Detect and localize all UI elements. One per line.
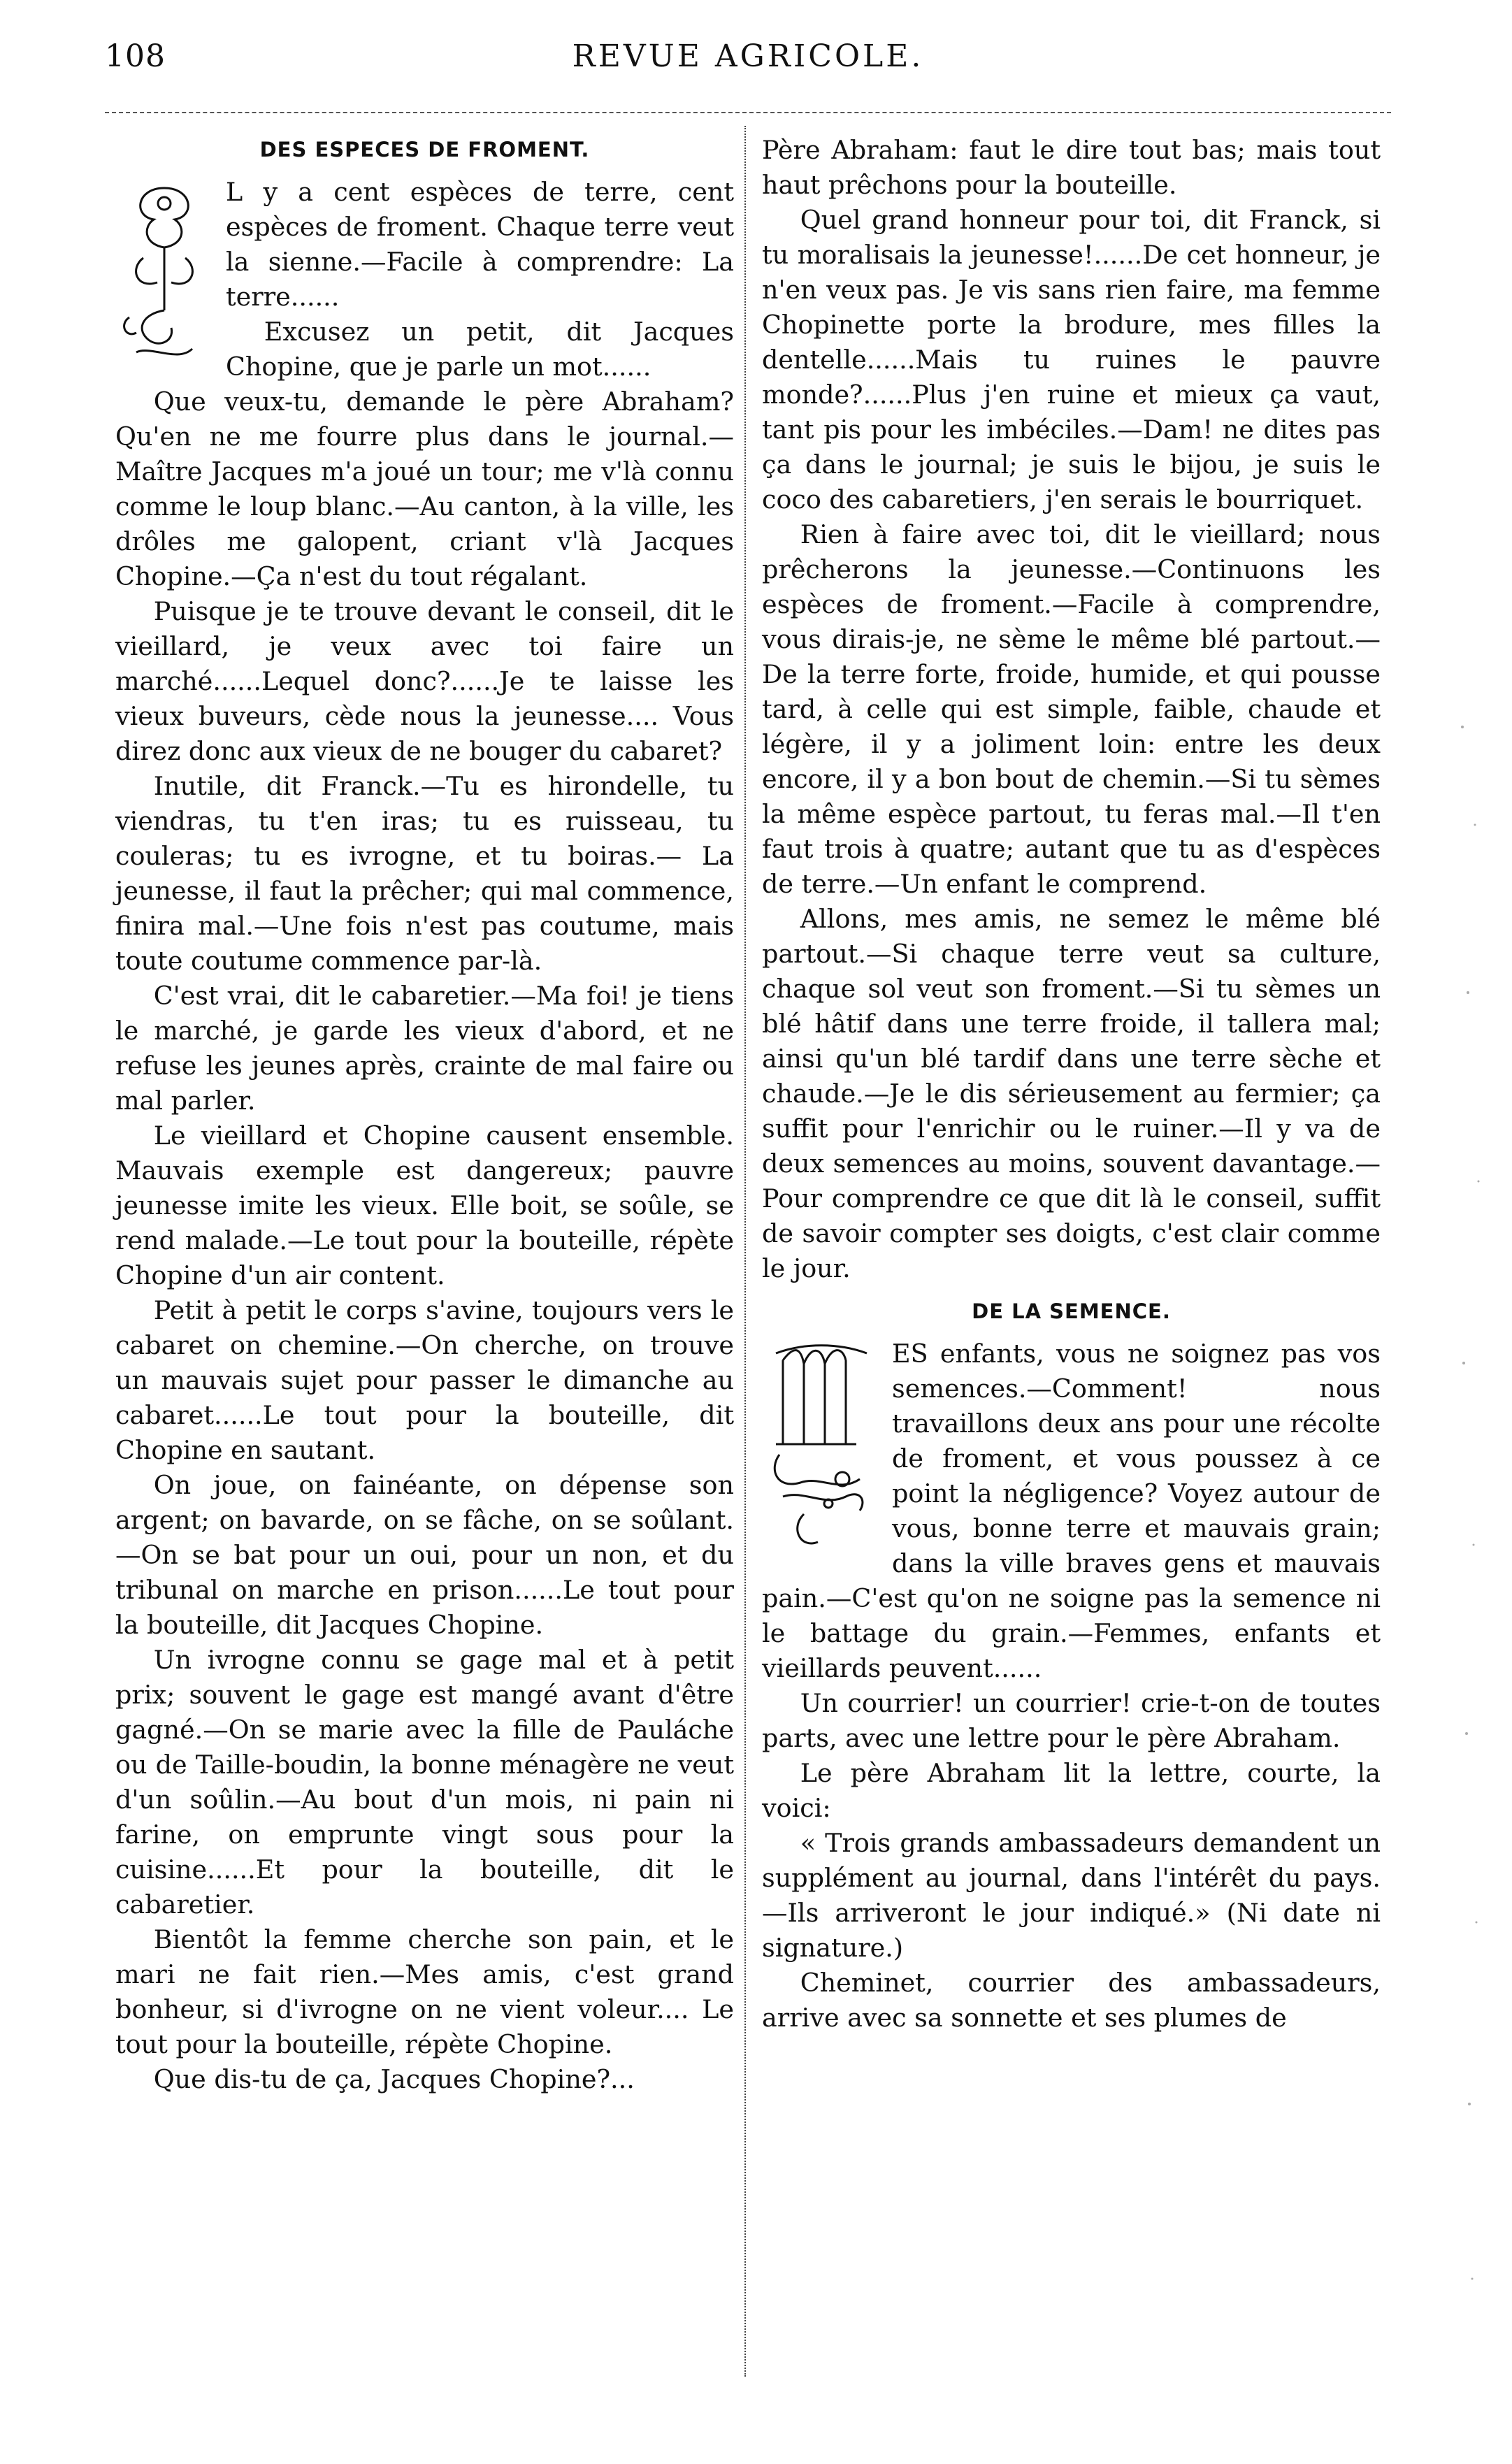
paragraph: L y a cent espèces de terre, cent espèces de froment. Chaque terre veut la sienne.—Facile à comprendre: La terre...... bbox=[226, 177, 734, 312]
ornamental-dropcap-m bbox=[762, 1339, 881, 1570]
paragraph: Rien à faire avec toi, dit le vieillard; nous prêcherons la jeunesse.—Continuons les espèces de froment.—Facile à comprendre, vous dirais-je, ne sème le même blé partout.—De la terre forte, froide, humide, et qui pousse tard, à celle qui est simple, faible, chaude et légère, il y a joliment loin: entre les deux encore, il y a bon bout de chemin.—Si tu sèmes la même espèce partout, tu feras mal.—Il t'en faut trois à quatre; autant que tu as d'espèces de terre.—Un enfant le comprend. bbox=[762, 519, 1381, 899]
paragraph: Excusez un petit, dit Jacques Chopine, que je parle un mot...... bbox=[226, 317, 734, 382]
paragraph: Inutile, dit Franck.—Tu es hirondelle, tu viendras, tu t'en iras; tu es ruisseau, tu couleras; tu es ivrogne, et tu boiras.— La jeunesse, il faut la prêcher; qui mal commence, finira mal.—Une fois n'est pas coutume, mais toute coutume commence par-là. bbox=[115, 771, 734, 976]
ornamental-i-icon bbox=[115, 178, 213, 370]
paragraph: Le père Abraham lit la lettre, courte, la voici: bbox=[762, 1758, 1381, 1823]
page-number: 108 bbox=[105, 38, 166, 74]
paragraph: C'est vrai, dit le cabaretier.—Ma foi! je tiens le marché, je garde les vieux d'abord, et ne refuse les jeunes après, crainte de mal faire ou mal parler. bbox=[115, 981, 734, 1116]
paragraph: Le vieillard et Chopine causent ensemble. Mauvais exemple est dangereux; pauvre jeunesse imite les vieux. Elle boit, se soûle, se rend malade.—Le tout pour la bouteille, répète Chopine d'un air content. bbox=[115, 1121, 734, 1290]
column-divider bbox=[744, 126, 746, 2377]
paragraph: Père Abraham: faut le dire tout bas; mais tout haut prêchons pour la bouteille. bbox=[762, 135, 1381, 200]
paragraph: Que dis-tu de ça, Jacques Chopine?... bbox=[153, 2064, 635, 2094]
paragraph: ES enfants, vous ne soignez pas vos semences.—Comment! nous travaillons deux ans pour une récolte de froment, et vous poussez à ce point la négligence? Voyez autour de vous, bonne terre et mauvais grain; dans la ville braves gens et mauvais pain.—C'est qu'on ne soigne pas la semence ni le battage du grain.—Femmes, enfants et vieillards peuvent...... bbox=[762, 1339, 1381, 1683]
ornamental-dropcap-i bbox=[115, 178, 213, 370]
left-column bbox=[115, 133, 734, 2097]
ornamental-m-icon bbox=[762, 1339, 881, 1570]
paragraph: On joue, on fainéante, on dépense son argent; on bavarde, on se fâche, on se soûlant.—On se bat pour un oui, pour un non, et du tribunal on marche en prison......Le tout pour la bouteille, dit Jacques Chopine. bbox=[115, 1470, 734, 1640]
header-rule bbox=[105, 112, 1391, 113]
section-heading-semence: DE LA SEMENCE. bbox=[972, 1299, 1171, 1323]
paragraph: Petit à petit le corps s'avine, toujours vers le cabaret on chemine.—On cherche, on trouve un mauvais sujet pour passer le dimanche au cabaret......Le tout pour la bouteille, dit Chopine en sautant. bbox=[115, 1295, 734, 1465]
right-column bbox=[762, 133, 1381, 2036]
margin-speckle bbox=[1454, 699, 1489, 2377]
paragraph: Un ivrogne connu se gage mal et à petit prix; souvent le gage est mangé avant d'être gagné.—On se marie avec la fille de Pauláche ou de Taille-boudin, la bonne ménagère ne veut d'un soûlin.—Au bout d'un mois, ni pain ni farine, on emprunte vingt sous pour la cuisine......Et pour la bouteille, dit le cabaretier. bbox=[115, 1645, 734, 1919]
section-heading-especes: DES ESPECES DE FROMENT. bbox=[259, 138, 590, 161]
paragraph: Cheminet, courrier des ambassadeurs, arrive avec sa sonnette et ses plumes de bbox=[762, 1968, 1381, 2033]
paragraph: « Trois grands ambassadeurs demandent un supplément au journal, dans l'intérêt du pays.—Ils arriveront le jour indiqué.» (Ni date ni signature.) bbox=[762, 1828, 1381, 1963]
paragraph: Quel grand honneur pour toi, dit Franck, si tu moralisais la jeunesse!......De cet honneur, je n'en veux pas. Je vis sans rien faire, ma femme Chopinette porte la brodure, mes filles la dentelle......Mais tu ruines le pauvre monde?......Plus j'en ruine et mieux ça vaut, tant pis pour les imbéciles.—Dam! ne dites pas ça dans le journal; je suis le bijou, je suis le coco des cabaretiers, j'en serais le bourriquet. bbox=[762, 205, 1381, 514]
paragraph: Que veux-tu, demande le père Abraham? Qu'en ne me fourre plus dans le journal.—Maître Jacques m'a joué un tour; me v'là connu comme le loup blanc.—Au canton, à la ville, les drôles me galopent, criant v'là Jacques Chopine.—Ça n'est du tout régalant. bbox=[115, 387, 734, 591]
running-head bbox=[105, 38, 1391, 94]
journal-title: REVUE AGRICOLE. bbox=[572, 38, 924, 74]
paragraph: Bientôt la femme cherche son pain, et le mari ne fait rien.—Mes amis, c'est grand bonheur, si d'ivrogne on ne vient voleur.... Le tout pour la bouteille, répète Chopine. bbox=[115, 1924, 734, 2059]
paragraph: Un courrier! un courrier! crie-t-on de toutes parts, avec une lettre pour le père Abraham. bbox=[762, 1688, 1381, 1753]
paragraph: Puisque je te trouve devant le conseil, dit le vieillard, je veux avec toi faire un marché......Lequel donc?......Je te laisse les vieux buveurs, cède nous la jeunesse.... Vous direz donc aux vieux de ne bouger du cabaret? bbox=[115, 596, 734, 766]
paragraph: Allons, mes amis, ne semez le même blé partout.—Si chaque terre veut sa culture, chaque sol veut son froment.—Si tu sèmes un blé hâtif dans une terre froide, il tallera mal; ainsi qu'un blé tardif dans une terre sèche et chaude.—Je le dis sérieusement au fermier; ça suffit pour l'enrichir ou le ruiner.—Il y va de deux semences au moins, souvent davantage.—Pour comprendre ce que dit là le conseil, suffit de savoir compter ses doigts, c'est clair comme le jour. bbox=[762, 904, 1381, 1283]
